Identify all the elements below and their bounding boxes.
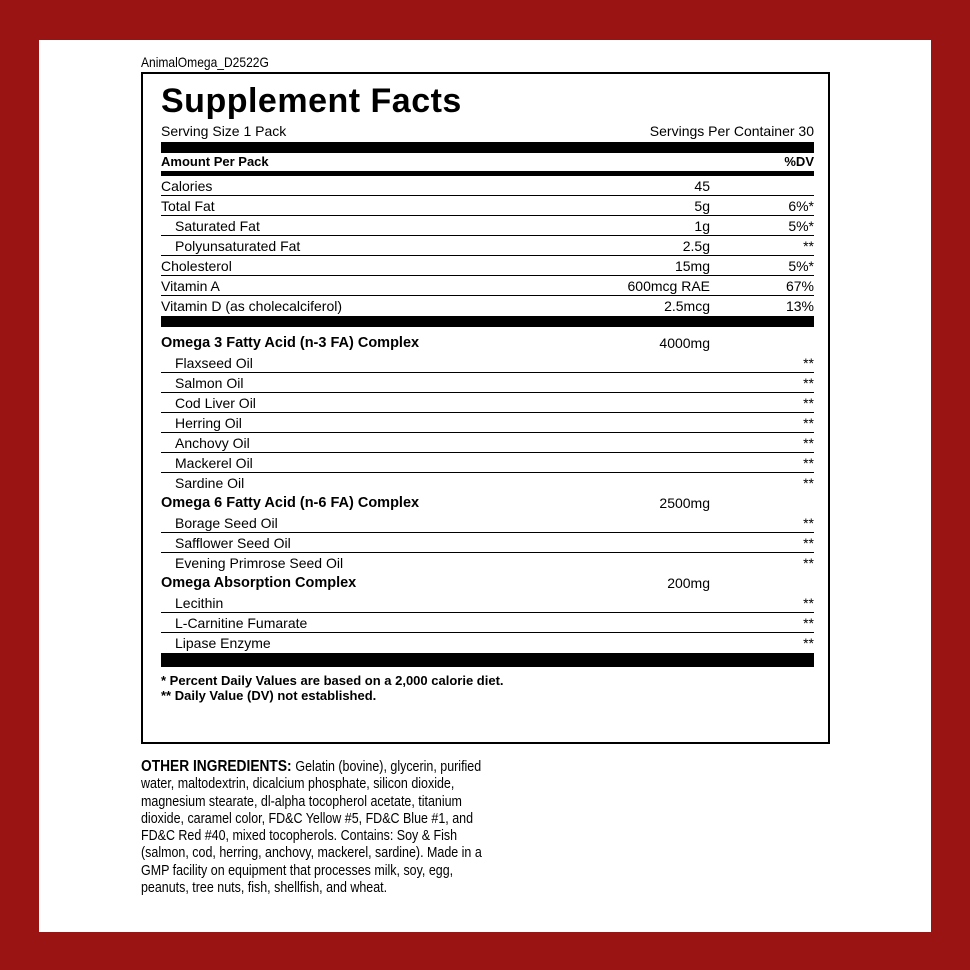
row-amount: 2500mg — [659, 495, 710, 511]
row-amount: 15mg — [674, 257, 710, 274]
row-dv: ** — [803, 434, 814, 451]
row-dv: ** — [803, 237, 814, 254]
ingredient-row — [161, 473, 814, 493]
ingredient-row — [161, 613, 814, 633]
ingredient-row — [161, 593, 814, 613]
row-name: Cod Liver Oil — [175, 394, 256, 411]
row-name: Total Fat — [161, 197, 215, 214]
other-ingredients — [141, 758, 485, 897]
amount-header: Amount Per Pack — [161, 154, 269, 169]
row-amount: 5g — [694, 197, 710, 214]
nutrient-row — [161, 176, 814, 196]
divider-thick — [161, 142, 814, 153]
ingredient-row — [161, 453, 814, 473]
label-panel — [39, 40, 931, 932]
row-amount: 2.5mcg — [664, 298, 710, 314]
row-amount: 45 — [694, 177, 710, 194]
row-name: Lecithin — [175, 594, 224, 611]
row-dv: ** — [803, 635, 814, 651]
ingredient-row — [161, 413, 814, 433]
nutrient-list — [161, 176, 814, 316]
row-dv: 5%* — [788, 217, 814, 234]
dv-header: %DV — [784, 154, 814, 169]
row-dv: 6%* — [788, 197, 814, 214]
nutrient-row — [161, 236, 814, 256]
row-name: Evening Primrose Seed Oil — [175, 555, 344, 571]
row-dv: ** — [803, 534, 814, 551]
row-amount: 600mcg RAE — [627, 277, 710, 294]
row-name: Salmon Oil — [175, 374, 244, 391]
row-amount: 1g — [694, 217, 710, 234]
row-amount: 200mg — [667, 575, 710, 591]
complex-list — [161, 333, 814, 653]
row-dv: ** — [803, 354, 814, 371]
row-dv: ** — [803, 475, 814, 491]
row-dv: ** — [803, 414, 814, 431]
ingredient-row — [161, 433, 814, 453]
row-name: Anchovy Oil — [175, 434, 250, 451]
row-name: Calories — [161, 177, 213, 194]
ingredient-row — [161, 353, 814, 373]
row-name: Herring Oil — [175, 414, 242, 431]
divider-thick — [161, 316, 814, 327]
row-name: Sardine Oil — [175, 475, 245, 491]
servings-per-container: Servings Per Container 30 — [649, 123, 814, 139]
row-dv: 5%* — [788, 257, 814, 274]
complex-header-row — [161, 573, 814, 593]
ingredient-row — [161, 393, 814, 413]
nutrient-row — [161, 196, 814, 216]
row-name: Omega 6 Fatty Acid (n-6 FA) Complex — [161, 495, 420, 511]
row-dv: ** — [803, 594, 814, 611]
ingredients-label: OTHER INGREDIENTS: — [141, 758, 296, 775]
row-dv: ** — [803, 394, 814, 411]
row-dv: 13% — [785, 298, 814, 314]
ingredient-row — [161, 633, 814, 653]
row-name: Vitamin D (as cholecalciferol) — [161, 298, 343, 314]
product-code: AnimalOmega_D2522G — [141, 54, 269, 70]
footnote-percent-dv: * Percent Daily Values are based on a 2,000 calorie diet. — [161, 673, 504, 688]
row-name: Omega Absorption Complex — [161, 575, 357, 591]
row-name: Omega 3 Fatty Acid (n-3 FA) Complex — [161, 335, 420, 351]
supplement-facts-panel — [141, 72, 830, 744]
row-dv: ** — [803, 454, 814, 471]
ingredient-row — [161, 533, 814, 553]
nutrient-row — [161, 296, 814, 316]
row-name: Safflower Seed Oil — [175, 534, 291, 551]
nutrient-row — [161, 276, 814, 296]
nutrient-row — [161, 256, 814, 276]
complex-header-row — [161, 333, 814, 353]
row-dv: ** — [803, 374, 814, 391]
row-dv: ** — [803, 555, 814, 571]
nutrient-row — [161, 216, 814, 236]
row-name: Cholesterol — [161, 257, 232, 274]
facts-title: Supplement Facts — [161, 82, 462, 120]
row-dv: 67% — [785, 277, 814, 294]
complex-header-row — [161, 493, 814, 513]
row-name: Vitamin A — [161, 277, 220, 294]
row-dv: ** — [803, 514, 814, 531]
row-name: L-Carnitine Fumarate — [175, 614, 308, 631]
row-name: Mackerel Oil — [175, 454, 253, 471]
ingredient-row — [161, 553, 814, 573]
footnotes — [161, 673, 814, 703]
row-amount: 4000mg — [659, 335, 710, 351]
ingredient-row — [161, 513, 814, 533]
row-name: Flaxseed Oil — [175, 354, 253, 371]
serving-size: Serving Size 1 Pack — [161, 123, 287, 139]
amount-header-row — [161, 153, 814, 171]
serving-info — [161, 120, 814, 142]
ingredients-text: Gelatin (bovine), glycerin, purified water, maltodextrin, dicalcium phosphate, silicon dioxide, magnesium stearate, dl-alpha tocopherol acetate, titanium dioxide, caramel color, FD&C Yellow #5, FD&C Blue #1, and FD&C Red #40, mixed tocopherols. Contains: Soy & Fish (salmon, cod, herring, anchovy, mackerel, sardine). Made in a GMP facility on equipment that processes milk, soy, egg, peanuts, tree nuts, fish, shellfish, and wheat. — [141, 759, 482, 897]
row-amount: 2.5g — [682, 237, 710, 254]
row-dv: ** — [803, 614, 814, 631]
row-name: Borage Seed Oil — [175, 514, 278, 531]
footnote-dv-not-established: ** Daily Value (DV) not established. — [161, 688, 377, 703]
divider-thick — [161, 653, 814, 667]
ingredient-row — [161, 373, 814, 393]
row-name: Polyunsaturated Fat — [175, 237, 301, 254]
row-name: Saturated Fat — [175, 217, 260, 234]
row-name: Lipase Enzyme — [175, 635, 271, 651]
